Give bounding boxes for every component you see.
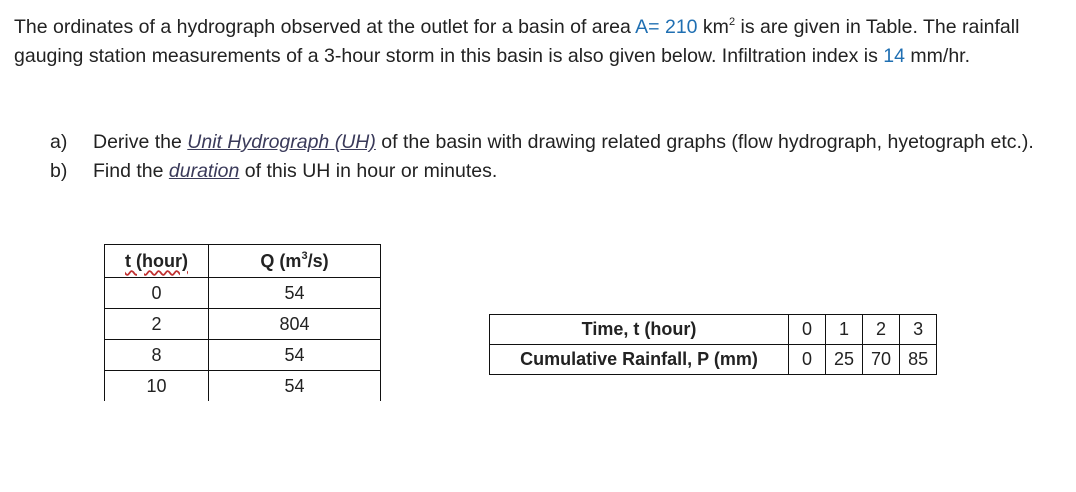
question-text — [93, 128, 1060, 157]
area-value: A= 210 — [635, 16, 698, 38]
area-unit-superscript: 2 — [728, 15, 736, 28]
discharge-header-text: Q (m — [260, 250, 302, 271]
time-cell: 3 — [900, 315, 937, 345]
rainfall-table — [489, 314, 937, 375]
question-list — [50, 128, 1060, 186]
time-cell: 8 — [105, 340, 209, 371]
problem-statement — [14, 13, 1064, 71]
time-cell: 0 — [789, 315, 826, 345]
question-emphasis: duration — [168, 160, 240, 182]
table-row — [105, 309, 381, 340]
question-text-part: Derive the — [93, 131, 188, 153]
time-cell: 2 — [863, 315, 900, 345]
discharge-column-header — [209, 245, 381, 278]
rainfall-cell: 0 — [789, 345, 826, 375]
infiltration-value: 14 — [883, 45, 905, 67]
time-cell: 2 — [105, 309, 209, 340]
time-cell: 1 — [826, 315, 863, 345]
discharge-cell: 54 — [209, 278, 381, 309]
time-cell: 10 — [105, 371, 209, 402]
question-emphasis: Unit Hydrograph (UH) — [187, 131, 376, 153]
rainfall-cell: 85 — [900, 345, 937, 375]
discharge-header-unit: /s) — [307, 250, 329, 271]
discharge-unit-superscript: 3 — [301, 249, 308, 262]
table-row — [105, 340, 381, 371]
discharge-cell: 54 — [209, 340, 381, 371]
question-text-part: of the basin with drawing related graphs (flow hydrograph, hyetograph etc.). — [375, 131, 1034, 153]
time-row — [490, 315, 937, 345]
time-cell: 0 — [105, 278, 209, 309]
table-row — [105, 278, 381, 309]
intro-text-2: km — [697, 16, 729, 38]
rainfall-cell: 25 — [826, 345, 863, 375]
table-header-row — [105, 245, 381, 278]
question-text-part: Find the — [93, 160, 169, 182]
time-header-text: t (hour) — [125, 250, 188, 271]
question-label: a) — [50, 131, 68, 153]
discharge-cell: 54 — [209, 371, 381, 402]
rainfall-cell: 70 — [863, 345, 900, 375]
question-label: b) — [50, 160, 68, 182]
question-a — [50, 128, 1060, 157]
intro-text-3: is are given in Table. The rainfall gauging station measurements of a 3-hour storm in this basin is also given below. Infiltration index is — [14, 16, 1020, 67]
table-row — [105, 371, 381, 402]
hydrograph-table — [104, 244, 381, 401]
time-row-label: Time, t (hour) — [490, 315, 789, 345]
question-b — [50, 157, 1060, 186]
time-column-header — [105, 245, 209, 278]
rainfall-row-label: Cumulative Rainfall, P (mm) — [490, 345, 789, 375]
question-text-part: of this UH in hour or minutes. — [239, 160, 498, 182]
rainfall-row — [490, 345, 937, 375]
intro-text-1: The ordinates of a hydrograph observed at the outlet for a basin of area — [14, 16, 636, 38]
intro-text-4: mm/hr. — [905, 45, 971, 67]
discharge-cell: 804 — [209, 309, 381, 340]
question-text — [93, 157, 1060, 186]
